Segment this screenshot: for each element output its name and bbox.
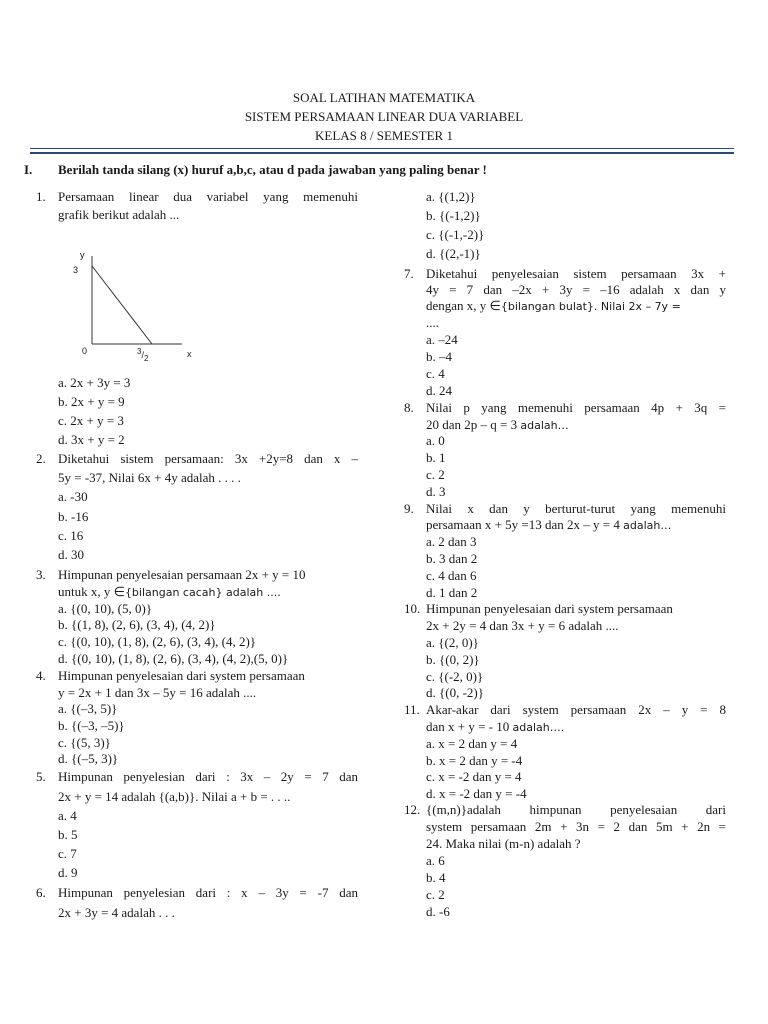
q1-graph: [70, 248, 210, 363]
q6-option-a: a. {(1,2)}: [426, 189, 476, 204]
q10-option-d: d. {(0, -2)}: [426, 685, 484, 700]
q4-text-line-1: Himpunan penyelesaian dari system persamaan: [58, 668, 305, 683]
q7-number: 7.: [404, 266, 414, 281]
q4-option-b: b. {(–3, –5)}: [58, 718, 125, 733]
q10-option-c: c. {(-2, 0)}: [426, 669, 484, 684]
q3-text-line-2b: {bilangan cacah} adalah ....: [124, 586, 281, 599]
q10-text-line-2: 2x + 2y = 4 dan 3x + y = 6 adalah ....: [426, 618, 619, 633]
q9-text-line-2b: adalah…: [623, 519, 672, 532]
q10-number: 10.: [404, 601, 421, 616]
q9-text-line-2: [426, 516, 671, 534]
q1-number: 1.: [36, 189, 46, 204]
q1-option-c: c. 2x + y = 3: [58, 413, 124, 428]
q2-option-c: c. 16: [58, 528, 84, 543]
q7-option-d: d. 24: [426, 383, 452, 398]
header-rule-top: [30, 148, 734, 149]
q4-number: 4.: [36, 668, 46, 683]
q8-option-d: d. 3: [426, 484, 446, 499]
title-line-3: KELAS 8 / SEMESTER 1: [315, 128, 453, 143]
q7-option-c: c. 4: [426, 366, 445, 381]
graph-x-intercept-denominator: 2: [143, 353, 149, 363]
q7-option-a: a. –24: [426, 332, 458, 347]
graph-origin: 0: [82, 346, 88, 356]
q3-text-line-1: Himpunan penyelesaian persamaan 2x + y = 10: [58, 567, 306, 582]
q3-option-a: a. {(0, 10), (5, 0)}: [58, 601, 153, 616]
q6-text-line-2: 2x + 3y = 4 adalah . . .: [58, 905, 175, 920]
q5-option-a: a. 4: [58, 808, 77, 823]
header-rule-bottom: [30, 152, 734, 154]
q11-option-d: d. x = -2 dan y = -4: [426, 786, 527, 801]
q12-option-a: a. 6: [426, 853, 445, 868]
q8-number: 8.: [404, 400, 414, 415]
q3-option-d: d. {(0, 10), (1, 8), (2, 6), (3, 4), (4, 2),(5, 0)}: [58, 651, 289, 666]
q6-option-b: b. {(-1,2)}: [426, 208, 481, 223]
q11-option-a: a. x = 2 dan y = 4: [426, 736, 518, 751]
graph-x-intercept-numerator: 3: [137, 347, 142, 356]
q7-text-line-4: ....: [426, 315, 439, 330]
q4-option-d: d. {(–5, 3)}: [58, 751, 119, 766]
q11-option-b: b. x = 2 dan y = -4: [426, 753, 523, 768]
q4-text-line-2: y = 2x + 1 dan 3x – 5y = 16 adalah ....: [58, 685, 257, 700]
q11-option-c: c. x = -2 dan y = 4: [426, 769, 522, 784]
q8-option-b: b. 1: [426, 450, 446, 465]
q12-text-line-1: {(m,n)}adalah himpunan penyelesaian dari: [426, 802, 726, 817]
q2-text-line-2: 5y = -37, Nilai 6x + 4y adalah . . . .: [58, 470, 241, 485]
graph-line: [92, 266, 152, 344]
q5-option-c: c. 7: [58, 846, 77, 861]
section-number: I.: [24, 162, 33, 177]
graph-y-label: y: [80, 250, 85, 260]
q1-option-d: d. 3x + y = 2: [58, 432, 125, 447]
q9-text-line-2a: persamaan x + 5y =13 dan 2x – y = 4: [426, 517, 620, 532]
q11-text-line-1: Akar-akar dari system persamaan 2x – y = 8: [426, 702, 726, 717]
q12-number: 12.: [404, 802, 421, 817]
q9-option-c: c. 4 dan 6: [426, 568, 477, 583]
q7-text-line-3: [426, 297, 681, 315]
q8-text-line-2b: adalah…: [520, 419, 569, 432]
q8-text-line-2a: 20 dan 2p – q = 3: [426, 417, 518, 432]
q2-number: 2.: [36, 451, 46, 466]
q7-text-line-1: Diketahui penyelesaian sistem persamaan 3x +: [426, 266, 726, 281]
q12-option-b: b. 4: [426, 870, 446, 885]
q5-text-line-2: 2x + y = 14 adalah {(a,b)}. Nilai a + b = . . ..: [58, 789, 291, 804]
q10-text-line-1: Himpunan penyelesaian dari system persamaan: [426, 601, 673, 616]
q5-number: 5.: [36, 769, 46, 784]
q9-option-b: b. 3 dan 2: [426, 551, 478, 566]
graph-y-intercept: 3: [73, 265, 79, 275]
q7-option-b: b. –4: [426, 349, 452, 364]
graph-x-intercept: $^3/_2$: [137, 347, 149, 363]
q1-text-line-1: Persamaan linear dua variabel yang memenuhi: [58, 189, 358, 204]
q6-option-c: c. {(-1,-2)}: [426, 227, 485, 242]
title-line-1: SOAL LATIHAN MATEMATIKA: [292, 90, 476, 105]
q3-number: 3.: [36, 567, 46, 582]
q6-number: 6.: [36, 885, 46, 900]
q3-option-b: b. {(1, 8), (2, 6), (3, 4), (4, 2)}: [58, 617, 216, 632]
q8-text-line-2: [426, 416, 569, 434]
q1-option-a: a. 2x + 3y = 3: [58, 375, 131, 390]
q2-option-d: d. 30: [58, 547, 84, 562]
q4-option-c: c. {(5, 3)}: [58, 735, 111, 750]
q5-text-line-1: Himpunan penyelesian dari : 3x – 2y = 7 dan: [58, 769, 358, 784]
q8-option-c: c. 2: [426, 467, 445, 482]
q2-option-a: a. -30: [58, 489, 88, 504]
q11-text-line-2b: adalah….: [512, 721, 565, 734]
q7-text-line-3a: dengan x, y ∈: [426, 298, 501, 313]
q11-text-line-2a: dan x + y = - 10: [426, 719, 510, 734]
q12-text-line-2: system persamaan 2m + 3n = 2 dan 5m + 2n =: [426, 819, 726, 834]
q11-text-line-2: [426, 718, 564, 736]
q3-text-line-2a: untuk x, y ∈: [58, 584, 125, 599]
title-line-2: SISTEM PERSAMAAN LINEAR DUA VARIABEL: [244, 109, 524, 124]
q9-option-d: d. 1 dan 2: [426, 585, 478, 600]
q9-option-a: a. 2 dan 3: [426, 534, 477, 549]
q12-option-c: c. 2: [426, 887, 445, 902]
q6-option-d: d. {(2,-1)}: [426, 246, 481, 261]
q3-option-c: c. {(0, 10), (1, 8), (2, 6), (3, 4), (4, 2)}: [58, 634, 257, 649]
section-title: Berilah tanda silang (x) huruf a,b,c, atau d pada jawaban yang paling benar !: [58, 162, 487, 177]
q10-option-a: a. {(2, 0)}: [426, 635, 479, 650]
q4-option-a: a. {(–3, 5)}: [58, 701, 118, 716]
graph-x-label: x: [187, 349, 192, 359]
q8-text-line-1: Nilai p yang memenuhi persamaan 4p + 3q =: [426, 400, 726, 415]
q8-option-a: a. 0: [426, 433, 445, 448]
q11-number: 11.: [404, 702, 420, 717]
q12-option-d: d. -6: [426, 904, 450, 919]
q2-text-line-1: Diketahui sistem persamaan: 3x +2y=8 dan x –: [58, 451, 358, 466]
q3-text-line-2: [58, 583, 281, 601]
q9-number: 9.: [404, 501, 414, 516]
q7-text-line-2: 4y = 7 dan –2x + 3y = –16 adalah x dan y: [426, 282, 726, 297]
q10-option-b: b. {(0, 2)}: [426, 652, 480, 667]
q7-text-line-3b: {bilangan bulat}. Nilai 2x – 7y =: [500, 300, 681, 313]
q6-text-line-1: Himpunan penyelesian dari : x – 3y = -7 dan: [58, 885, 358, 900]
q1-text-line-2: grafik berikut adalah ...: [58, 207, 180, 222]
q12-text-line-3: 24. Maka nilai (m-n) adalah ?: [426, 836, 581, 851]
q2-option-b: b. -16: [58, 509, 89, 524]
q9-text-line-1: Nilai x dan y berturut-turut yang memenuhi: [426, 501, 726, 516]
q5-option-d: d. 9: [58, 865, 78, 880]
q5-option-b: b. 5: [58, 827, 78, 842]
q1-option-b: b. 2x + y = 9: [58, 394, 125, 409]
